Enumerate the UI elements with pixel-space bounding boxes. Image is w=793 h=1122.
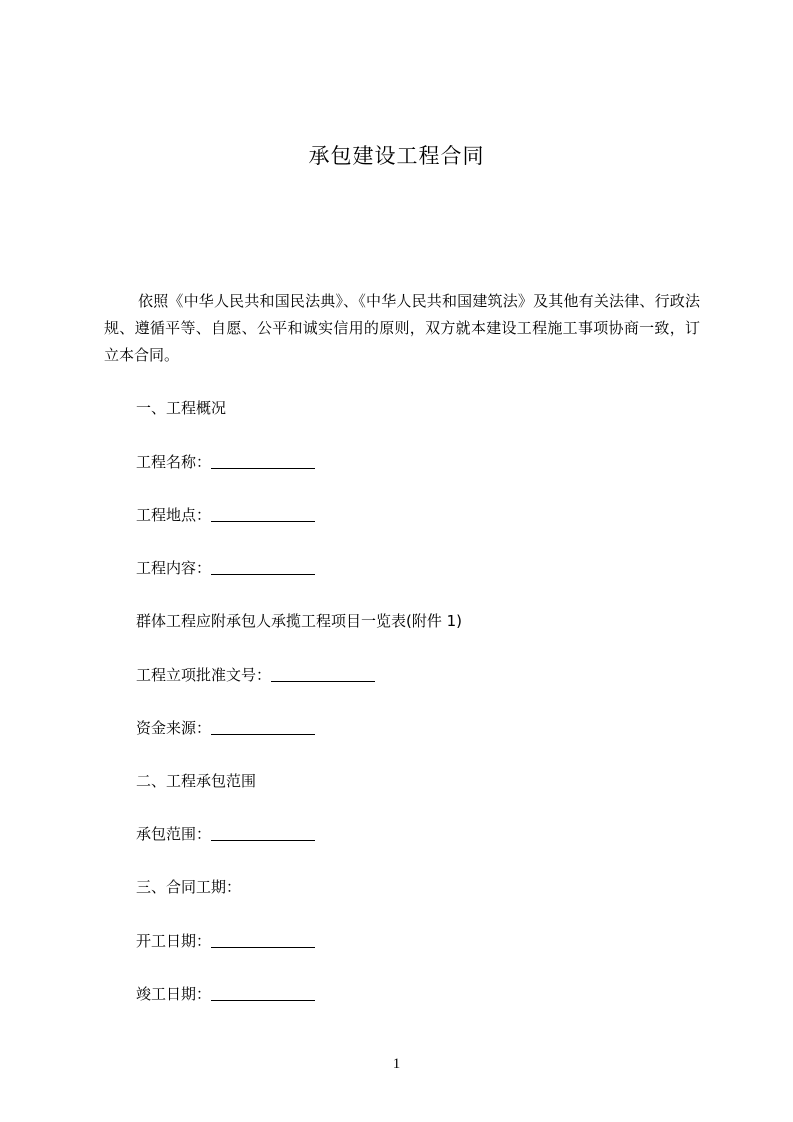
project-content-label: 工程内容： bbox=[136, 559, 212, 577]
start-date-label: 开工日期： bbox=[136, 932, 212, 950]
project-location-row bbox=[136, 504, 315, 526]
intro-paragraph: 依照《中华人民共和国民法典》、《中华人民共和国建筑法》及其他有关法律、行政法规、遵循平等、自愿、公平和诚实信用的原则，双方就本建设工程施工事项协商一致，订立本合同。 bbox=[104, 292, 700, 364]
completion-date-row bbox=[136, 983, 315, 1005]
group-project-note: 群体工程应附承包人承揽工程项目一览表(附件 1) bbox=[136, 612, 463, 630]
fund-source-label: 资金来源： bbox=[136, 719, 212, 737]
section-3-heading: 三、合同工期： bbox=[136, 878, 242, 896]
project-content-blank[interactable] bbox=[211, 557, 315, 579]
scope-label: 承包范围： bbox=[136, 825, 212, 843]
section-1-heading: 一、工程概况 bbox=[136, 399, 227, 417]
completion-date-label: 竣工日期： bbox=[136, 985, 212, 1003]
document-title: 承包建设工程合同 bbox=[308, 144, 485, 168]
fund-source-row bbox=[136, 717, 315, 739]
completion-date-blank[interactable] bbox=[211, 983, 315, 1005]
approval-number-label: 工程立项批准文号： bbox=[136, 666, 272, 684]
scope-row bbox=[136, 823, 315, 845]
project-name-label: 工程名称： bbox=[136, 453, 212, 471]
project-name-blank[interactable] bbox=[211, 451, 315, 473]
project-location-blank[interactable] bbox=[211, 504, 315, 526]
start-date-row bbox=[136, 930, 315, 952]
fund-source-blank[interactable] bbox=[211, 717, 315, 739]
project-location-label: 工程地点： bbox=[136, 506, 212, 524]
section-2-heading: 二、工程承包范围 bbox=[136, 772, 257, 790]
project-content-row bbox=[136, 557, 315, 579]
project-name-row bbox=[136, 451, 315, 473]
scope-blank[interactable] bbox=[211, 823, 315, 845]
page-number: 1 bbox=[392, 1056, 401, 1072]
start-date-blank[interactable] bbox=[211, 930, 315, 952]
approval-number-blank[interactable] bbox=[271, 664, 375, 686]
approval-number-row bbox=[136, 664, 375, 686]
